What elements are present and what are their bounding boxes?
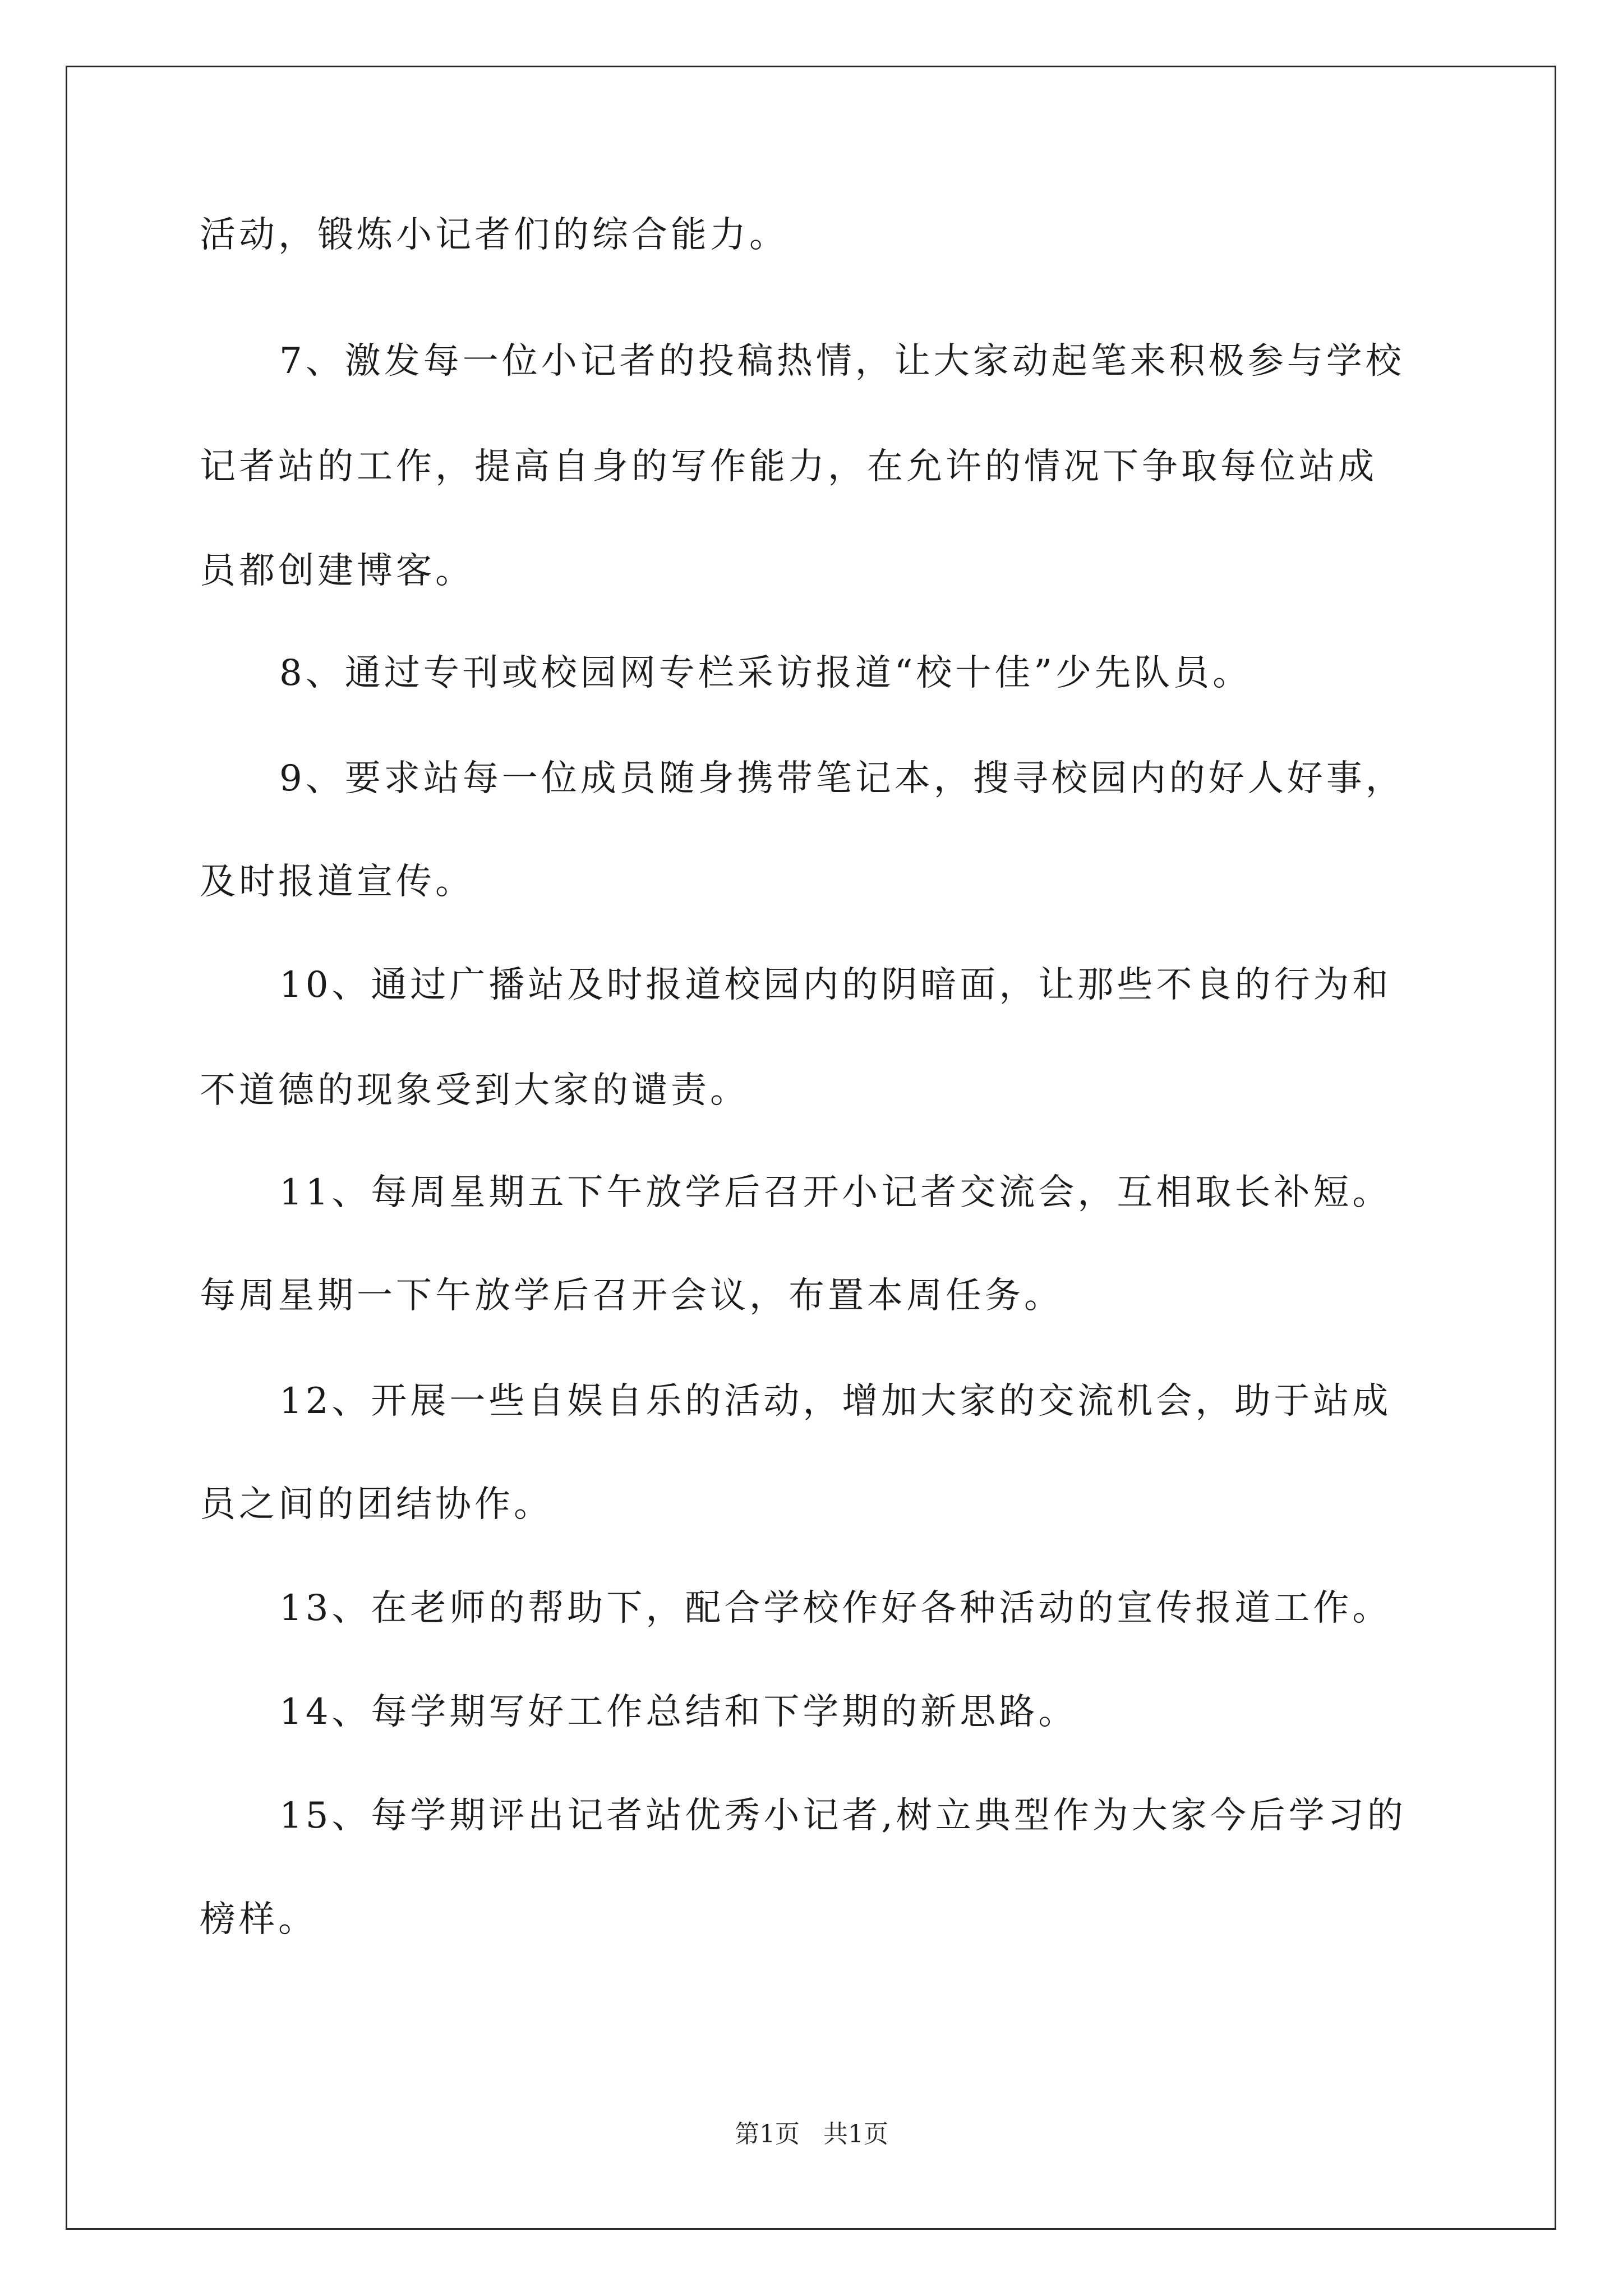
text-line-5: 8、通过专刊或校园网专栏采访报道“校十佳”少先队员。 <box>279 652 1252 694</box>
text-line-10: 11、每周星期五下午放学后召开小记者交流会，互相取长补短。 <box>279 1172 1392 1213</box>
text-line-6: 9、要求站每一位成员随身携带笔记本，搜寻校园内的好人好事， <box>279 758 1405 799</box>
text-line-1: 活动，锻炼小记者们的综合能力。 <box>200 214 789 256</box>
text-line-3: 记者站的工作，提高自身的写作能力，在允许的情况下争取每位站成 <box>200 446 1377 487</box>
text-line-15: 14、每学期写好工作总结和下学期的新思路。 <box>279 1691 1078 1733</box>
text-line-12: 12、开展一些自娱自乐的活动，增加大家的交流机会，助于站成 <box>279 1381 1392 1422</box>
text-line-4: 员都创建博客。 <box>200 550 474 592</box>
page-number-footer: 第1页 共1页 <box>735 2120 888 2148</box>
text-line-16: 15、每学期评出记者站优秀小记者,树立典型作为大家今后学习的 <box>279 1795 1407 1837</box>
text-line-7: 及时报道宣传。 <box>200 861 474 903</box>
text-line-14: 13、在老师的帮助下，配合学校作好各种活动的宣传报道工作。 <box>279 1588 1392 1629</box>
text-line-8: 10、通过广播站及时报道校园内的阴暗面，让那些不良的行为和 <box>279 964 1392 1006</box>
text-line-2: 7、激发每一位小记者的投稿热情，让大家动起笔来积极参与学校 <box>279 341 1405 382</box>
text-line-9: 不道德的现象受到大家的谴责。 <box>200 1070 749 1111</box>
text-line-11: 每周星期一下午放学后召开会议，布置本周任务。 <box>200 1275 1063 1317</box>
text-line-17: 榜样。 <box>200 1899 317 1940</box>
text-line-13: 员之间的团结协作。 <box>200 1484 553 1525</box>
